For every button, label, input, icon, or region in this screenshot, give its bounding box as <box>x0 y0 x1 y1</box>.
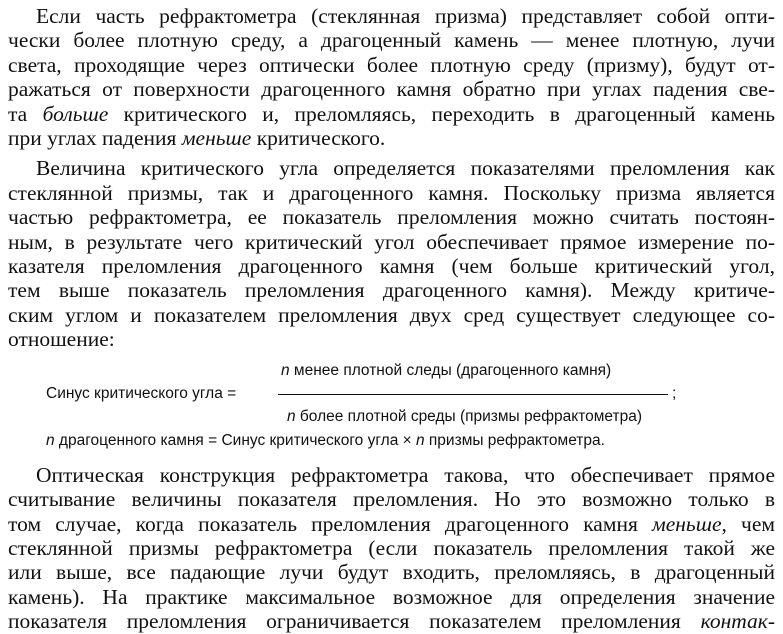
text-line: Оптическая конструкция рефрактометра такова, что обеспечивает прямое <box>36 462 775 487</box>
text-run: том случае, когда показатель преломления драгоценного камня <box>8 511 652 536</box>
paragraph-1 <box>8 4 775 150</box>
n-symbol: n <box>46 431 55 449</box>
formula-semicolon: ; <box>672 384 677 402</box>
text-line <box>8 102 775 126</box>
text-line <box>8 512 775 536</box>
text-run: драгоценного камня = Синус критического угла × <box>54 431 416 449</box>
text-line: частью рефрактометра, ее показатель преломления можно считать постоян- <box>8 205 775 230</box>
text-line: тем выше показатель преломления драгоценного камня). Между критиче- <box>8 278 775 303</box>
text-line: камень). На практике максимальное возможное для определения значение <box>8 584 775 609</box>
text-line: стеклянной призмы, так и драгоценного камня. Поскольку призма является <box>8 180 775 205</box>
text-line: Если часть рефрактометра (стеклянная призма) представляет собой опти- <box>36 4 775 28</box>
text-line: света, проходящие через оптически более плотную среду (призму), будут от- <box>8 52 775 77</box>
formula-label: Синус критического угла = <box>46 384 237 402</box>
text-line: стеклянной призмы рефрактометра (если показатель преломления такой же <box>8 535 775 560</box>
formula-line-2 <box>46 432 605 450</box>
text-run: критического. <box>251 126 386 151</box>
formula-denominator <box>287 408 642 426</box>
text-line: считывание величины показателя преломления. Но это возможно только в <box>8 487 775 512</box>
text-line: ным, в результате чего критический угол обеспечивает прямое измерение по- <box>8 229 775 254</box>
emphasis-text: больше <box>42 101 109 126</box>
critical-angle-formula <box>8 352 775 448</box>
text-line: отношение: <box>8 327 115 352</box>
text-run: критического и, преломляясь, переходить в драгоценный камень <box>108 101 776 126</box>
text-line: чески более плотную среду, а драгоценный камень — менее плотную, лучи <box>8 28 775 53</box>
paragraph-3 <box>8 463 775 634</box>
text-line: казателя преломления драгоценного камня (чем больше критический угол, <box>8 254 775 279</box>
n-symbol: n <box>415 431 425 449</box>
text-run: та <box>8 101 43 126</box>
fraction-bar <box>278 394 668 395</box>
n-symbol: n <box>281 361 290 379</box>
text-run: при углах падения <box>8 126 182 151</box>
n-symbol: n <box>287 407 296 425</box>
text-line: или выше, все падающие лучи будут входить, преломляясь, в драгоценный <box>8 560 775 585</box>
text-line: Величина критического угла определяется показателями преломления как <box>36 156 775 181</box>
emphasis-text: меньше <box>652 511 722 536</box>
text-run: показателя преломления ограничивается показателем преломления <box>8 609 701 634</box>
text-line <box>8 609 775 633</box>
text-run: более плотной среды (призмы рефрактометра) <box>295 407 642 425</box>
formula-numerator <box>281 362 611 380</box>
text-run: , чем <box>721 511 775 536</box>
paragraph-2 <box>8 156 775 351</box>
text-run: призмы рефрактометра. <box>424 431 605 449</box>
text-line: ским углом и показателем преломления двух сред существует следующее со- <box>8 302 775 327</box>
text-line: ражаться от поверхности драгоценного камня обратно при углах падения све- <box>8 77 775 102</box>
text-run: менее плотной следы (драгоценного камня) <box>289 361 612 379</box>
emphasis-text: меньше <box>181 126 252 151</box>
emphasis-text: контак- <box>700 609 775 634</box>
text-line <box>8 126 775 150</box>
